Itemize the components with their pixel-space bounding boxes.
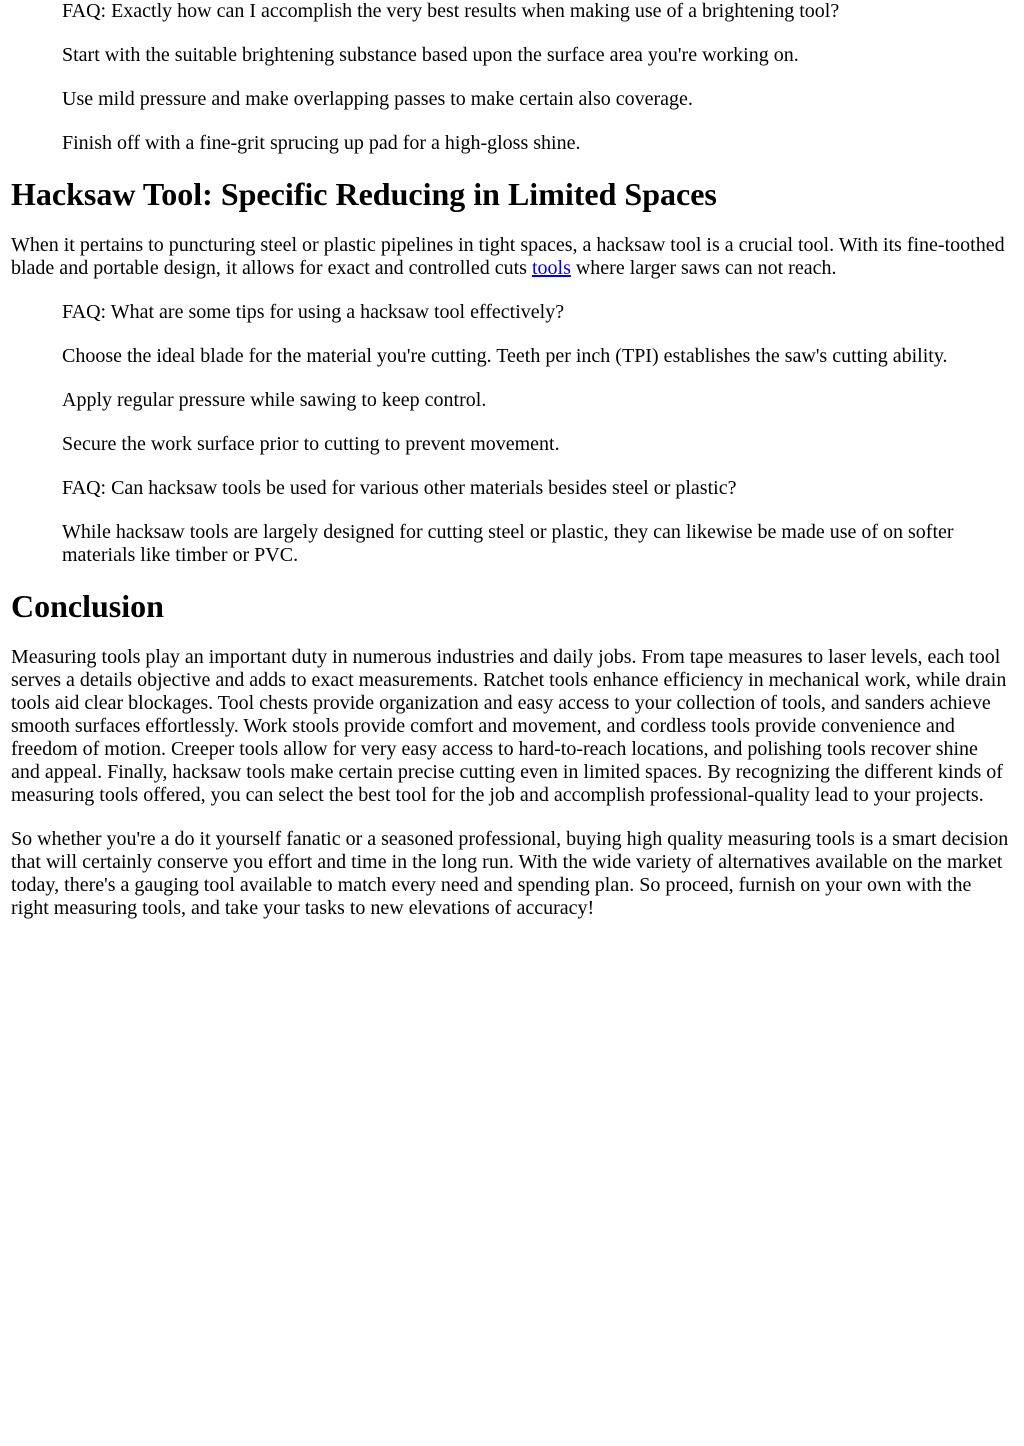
hacksaw-intro-text-end: where larger saws can not reach.: [570, 257, 837, 279]
hacksaw-tip-3: Secure the work surface prior to cutting to prevent movement.: [62, 433, 560, 455]
conclusion-paragraph-2: So whether you're a do it yourself fanatic or a seasoned professional, buying high quality measuring tools is a smart decision that will certainly conserve you effort and time in the long run. With the wide variety of alternatives available on the market today, there's a gauging tool available to match every need and spending plan. So proceed, furnish on your own with the right measuring tools, and take your tasks to new elevations of accuracy!: [11, 828, 1009, 919]
brightening-faq-block: [62, 0, 1002, 155]
brightening-tip-3: Finish off with a fine-grit sprucing up pad for a high-gloss shine.: [62, 132, 581, 154]
brightening-faq-question: FAQ: Exactly how can I accomplish the very best results when making use of a brightening tool?: [62, 0, 840, 22]
brightening-tip-1: Start with the suitable brightening substance based upon the surface area you're working on.: [62, 44, 799, 66]
hacksaw-faq-block: [62, 301, 1002, 567]
hacksaw-tip-2: Apply regular pressure while sawing to keep control.: [62, 389, 487, 411]
hacksaw-faq2-answer: While hacksaw tools are largely designed for cutting steel or plastic, they can likewise be made use of on softer materials like timber or PVC.: [62, 521, 954, 566]
article-content: [11, 0, 1011, 941]
brightening-tip-2: Use mild pressure and make overlapping passes to make certain also coverage.: [62, 88, 693, 110]
hacksaw-faq2-question: FAQ: Can hacksaw tools be used for various other materials besides steel or plastic?: [62, 477, 737, 499]
hacksaw-intro-paragraph: [11, 234, 1011, 280]
hacksaw-tip-1: Choose the ideal blade for the material you're cutting. Teeth per inch (TPI) establishes the saw's cutting ability.: [62, 345, 948, 367]
tools-link[interactable]: tools: [531, 257, 571, 279]
hacksaw-faq1-question: FAQ: What are some tips for using a hacksaw tool effectively?: [62, 301, 565, 323]
conclusion-heading: Conclusion: [11, 588, 164, 624]
conclusion-paragraph-1: Measuring tools play an important duty in numerous industries and daily jobs. From tape measures to laser levels, each tool serves a details objective and adds to exact measurements. Ratchet tools enhance efficiency in mechanical work, while drain tools aid clear blockages. Tool chests provide organization and easy access to your collection of tools, and sanders achieve smooth surfaces effortlessly. Work stools provide comfort and movement, and cordless tools provide convenience and freedom of motion. Creeper tools allow for very easy access to hard-to-reach locations, and polishing tools recover shine and appeal. Finally, hacksaw tools make certain precise cutting even in limited spaces. By recognizing the different kinds of measuring tools offered, you can select the best tool for the job and accomplish professional-quality lead to your projects.: [11, 646, 1007, 806]
hacksaw-section-heading: Hacksaw Tool: Specific Reducing in Limited Spaces: [11, 176, 717, 212]
hacksaw-intro-text-start: When it pertains to puncturing steel or plastic pipelines in tight spaces, a hacksaw tool is a crucial tool. With its fine-toothed blade and portable design, it allows for exact and controlled cuts: [11, 234, 1005, 279]
